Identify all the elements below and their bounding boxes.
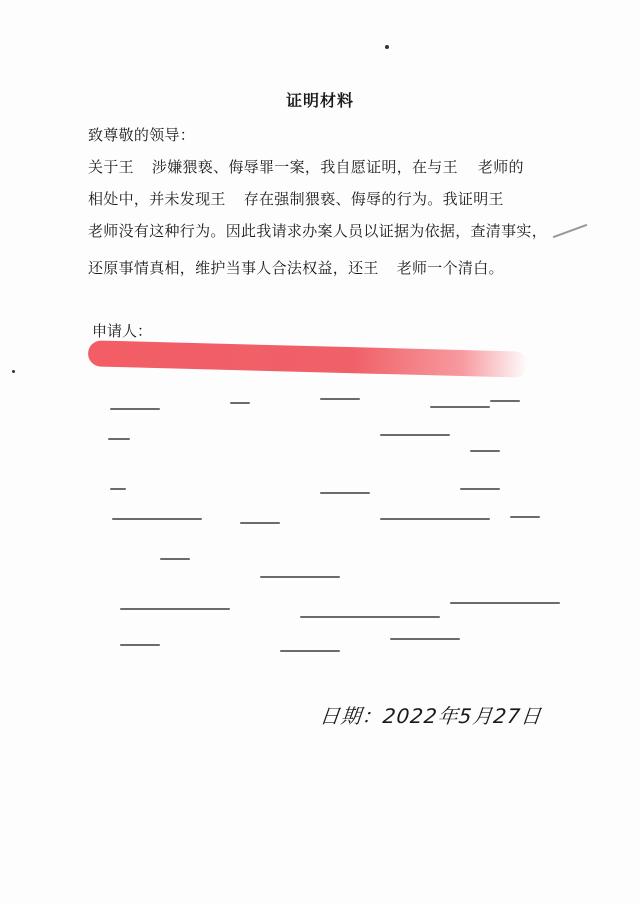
body-text: 存在强制猥亵、侮辱的行为。我证明王 [243, 190, 504, 208]
body-text: 还原事情真相，维护当事人合法权益，还王 [88, 259, 379, 277]
scan-speck [12, 370, 15, 373]
document-title: 证明材料 [285, 91, 354, 110]
scan-speck [385, 45, 389, 49]
body-text: 老师一个清白。 [396, 259, 504, 277]
body-text: 相处中，并未发现王 [88, 190, 226, 208]
applicant-label: 申请人： [92, 322, 153, 340]
redaction-stroke [88, 340, 529, 378]
body-line-2 [88, 188, 504, 209]
redacted-signature-area [90, 380, 570, 690]
body-line-3: 老师没有这种行为。因此我请求办案人员以证据为依据，查清事实， [88, 222, 548, 240]
salutation: 致尊敬的领导： [88, 126, 196, 144]
body-line-4 [88, 257, 504, 278]
body-text: 涉嫌猥亵、侮辱罪一案，我自愿证明，在与王 [151, 158, 458, 176]
body-line-1 [88, 156, 524, 177]
handwritten-date: 日期：2022年5月27日 [318, 704, 544, 728]
scan-mark [553, 224, 588, 238]
body-text: 关于王 [88, 158, 134, 176]
body-text: 老师的 [477, 158, 524, 176]
